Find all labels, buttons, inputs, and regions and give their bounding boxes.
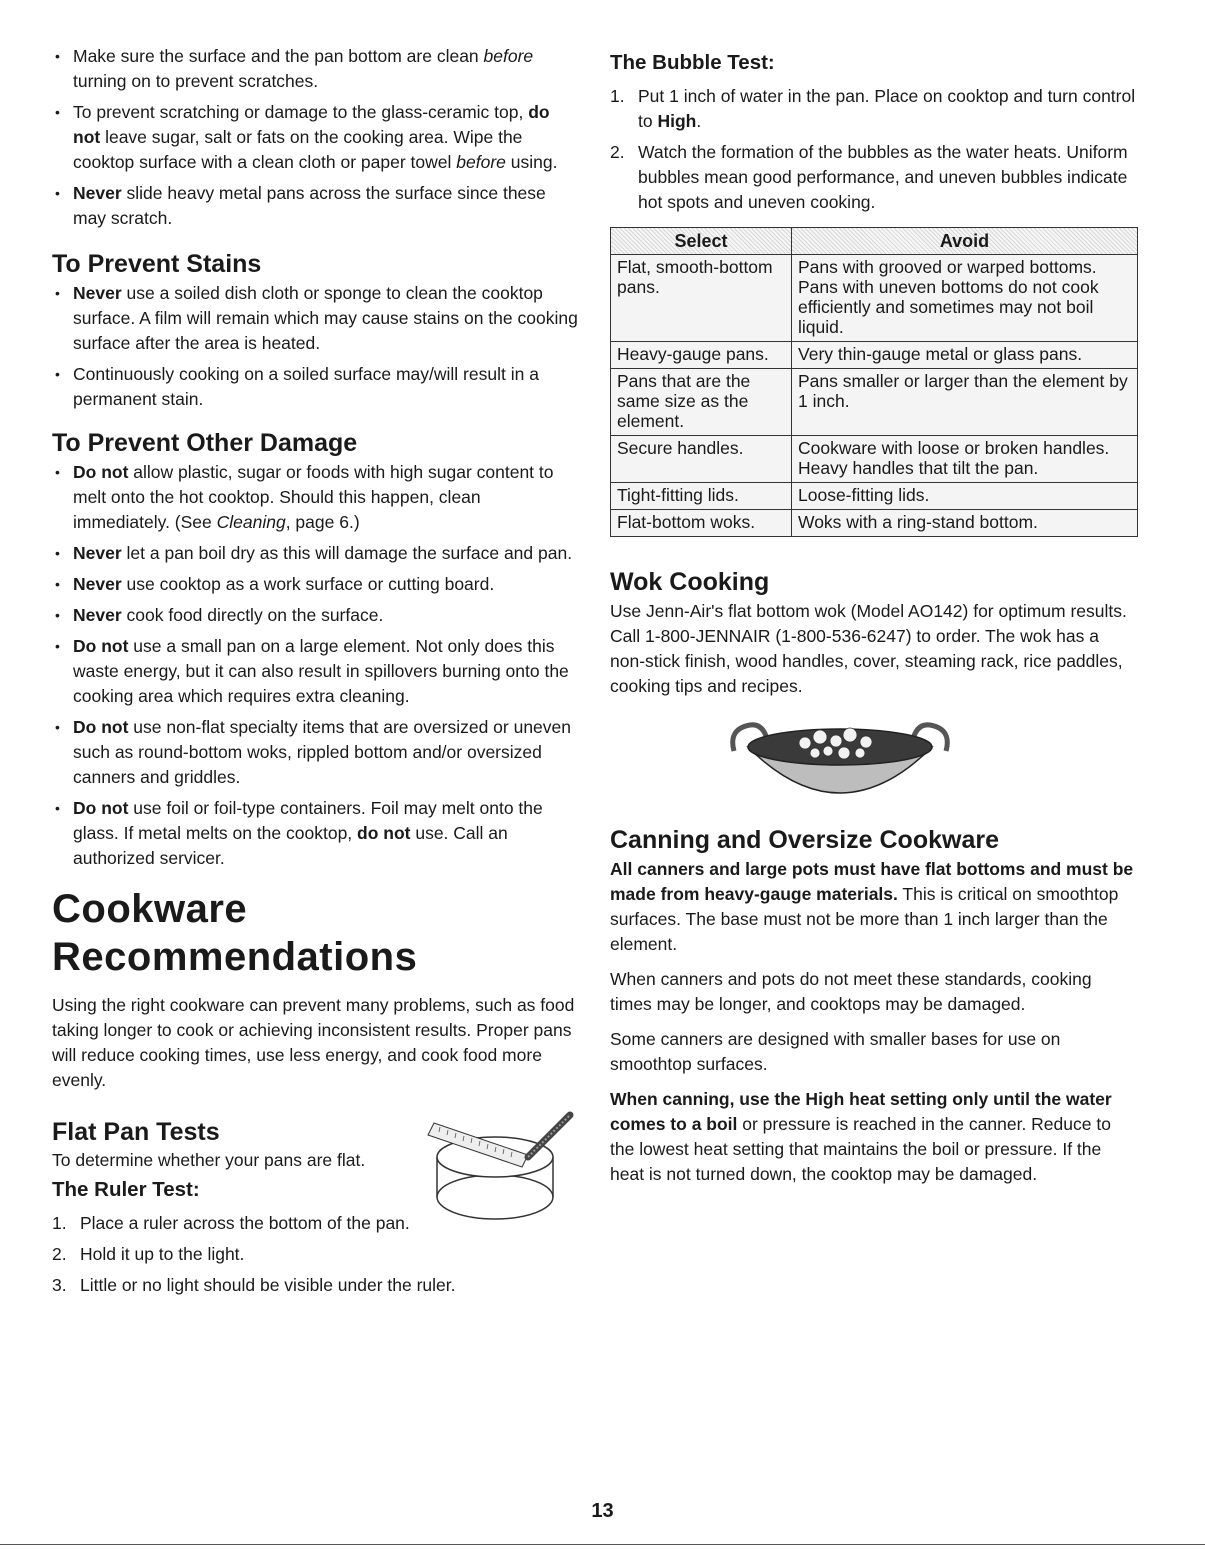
step-number: 3. [52,1275,67,1295]
intro-bullet-list [52,44,580,231]
bullet-item [52,634,580,709]
text-run: let a pan boil dry as this will damage the surface and pan. [121,543,573,563]
text-run: Make sure the surface and the pan bottom are clean [73,46,484,66]
bold-text: High [657,111,697,131]
bullet-item [52,362,580,412]
step-number: 2. [610,142,625,162]
text-run: use non-flat specialty items that are oversized or uneven such as round-bottom woks, rippled bottom and/or oversized canners and griddles. [73,717,571,787]
damage-bullet-list [52,460,580,871]
ruler-steps-list [52,1211,580,1298]
bold-text: Never [73,543,122,563]
bold-text: Do not [73,462,129,482]
wok-paragraph: Use Jenn-Air's flat bottom wok (Model AO142) for optimum results. Call 1-800-JENNAIR (1-800-536-6247) to order. The wok has a non-stick finish, wood handles, cover, steaming rack, rice paddles, cooking tips and recipes. [610,601,1127,696]
text-run: Put 1 inch of water in the pan. Place on cooktop and turn control to [638,86,1136,131]
select-cell: Secure handles. [611,436,792,483]
bullet-item [52,572,580,597]
canning-paragraph [610,967,1138,1017]
bullet-item [52,796,580,871]
bold-text: Never [73,283,122,303]
numbered-step [610,140,1138,215]
cookware-heading: Cookware Recommendations [52,887,418,979]
step-number: 1. [610,86,625,106]
table-row [611,342,1138,369]
table-row [611,255,1138,342]
cookware-paragraph: Using the right cookware can prevent many problems, such as food taking longer to cook or achieving inconsistent results. Proper pans will reduce cooking times, use less energy, and cook food more evenly. [52,995,575,1090]
left-column [52,44,580,1304]
bullet-item [52,281,580,356]
bullet-item [52,715,580,790]
text-run: use foil or foil-type containers. Foil may melt onto the glass. If metal melts on the cooktop, [73,798,543,843]
stains-bullet-list [52,281,580,412]
numbered-step [52,1211,580,1236]
select-cell: Pans that are the same size as the element. [611,369,792,436]
canning-paragraph [610,1087,1138,1187]
page-number: 13 [591,1500,614,1522]
bold-text: Never [73,605,122,625]
bold-text: When canning, use the High heat setting only until the water comes to a boil [610,1089,1112,1134]
italic-text: before [456,152,506,172]
bold-text: do not [73,102,550,147]
text-run: allow plastic, sugar or foods with high sugar content to melt onto the hot cooktop. Should this happen, clean immediately. (See [73,462,554,532]
cookware-table [610,227,1138,537]
numbered-step [610,84,1138,134]
canning-paragraph [610,1027,1138,1077]
step-number: 2. [52,1244,67,1264]
bubble-steps-list [610,84,1138,215]
table-row [611,483,1138,510]
flat-pan-section [52,1117,580,1203]
table-row [611,510,1138,537]
bullet-item [52,541,580,566]
bullet-item [52,603,580,628]
text-run: use cooktop as a work surface or cutting board. [121,574,495,594]
text-run: This is critical on smoothtop surfaces. The base must not be more than 1 inch larger than the element. [610,884,1119,954]
table-row [611,436,1138,483]
bold-text: Do not [73,798,129,818]
select-column-header: Select [611,228,792,255]
right-column [610,44,1138,1197]
text-run: When canners and pots do not meet these standards, cooking times may be longer, and cooktops may be damaged. [610,969,1092,1014]
numbered-step [52,1242,580,1267]
canning-paragraph [610,857,1138,957]
bold-text: do not [357,823,411,843]
bubble-test-heading: The Bubble Test: [610,51,775,74]
text-run: using. [505,152,558,172]
text-run: use a small pan on a large element. Not only does this waste energy, but it can also result in spillovers burning onto the cooking area which requires extra cleaning. [73,636,569,706]
step-text: Place a ruler across the bottom of the pan. [80,1213,410,1233]
bold-text: Do not [73,717,129,737]
select-cell: Heavy-gauge pans. [611,342,792,369]
table-header-row [611,228,1138,255]
text-run: turning on to prevent scratches. [73,71,319,91]
bold-text: Never [73,574,122,594]
ruler-test-heading: The Ruler Test: [52,1178,200,1201]
text-run: use. Call an authorized servicer. [73,823,508,868]
italic-text: Cleaning [216,512,286,532]
avoid-cell: Woks with a ring-stand bottom. [792,510,1138,537]
text-run: use a soiled dish cloth or sponge to clean the cooktop surface. A film will remain which may cause stains on the cooking surface after the area is heated. [73,283,578,353]
text-run: Watch the formation of the bubbles as the water heats. Uniform bubbles mean good performance, and uneven bubbles indicate hot spots and uneven cooking. [638,142,1128,212]
select-cell: Tight-fitting lids. [611,483,792,510]
table-row [611,369,1138,436]
bullet-item [52,44,580,94]
text-run: To prevent scratching or damage to the glass-ceramic top, [73,102,529,122]
select-cell: Flat, smooth-bottom pans. [611,255,792,342]
text-run: Some canners are designed with smaller bases for use on smoothtop surfaces. [610,1029,1061,1074]
bold-text: Do not [73,636,129,656]
avoid-cell: Pans smaller or larger than the element by 1 inch. [792,369,1138,436]
stains-heading: To Prevent Stains [52,250,262,278]
italic-text: before [483,46,534,66]
bottom-rule [0,1544,1205,1545]
avoid-cell: Loose-fitting lids. [792,483,1138,510]
bullet-item [52,181,580,231]
avoid-cell: Cookware with loose or broken handles. Heavy handles that tilt the pan. [792,436,1138,483]
damage-heading: To Prevent Other Damage [52,429,358,457]
numbered-step [52,1273,580,1298]
step-number: 1. [52,1213,67,1233]
step-text: Hold it up to the light. [80,1244,245,1264]
table-body [611,255,1138,537]
ruler-pan-illustration [410,1105,580,1225]
step-text: Little or no light should be visible under the ruler. [80,1275,456,1295]
avoid-column-header: Avoid [792,228,1138,255]
bold-text: All canners and large pots must have flat bottoms and must be made from heavy-gauge materials. [610,859,1134,904]
canning-heading: Canning and Oversize Cookware [610,826,999,854]
bold-text: Never [73,183,122,203]
text-run: Continuously cooking on a soiled surface may/will result in a permanent stain. [73,364,539,409]
text-run: slide heavy metal pans across the surface since these may scratch. [73,183,546,228]
text-run: , page 6.) [285,512,360,532]
wok-illustration [720,709,960,819]
bullet-item [52,460,580,535]
avoid-cell: Very thin-gauge metal or glass pans. [792,342,1138,369]
flat-pan-heading: Flat Pan Tests [52,1118,220,1146]
flat-pan-paragraph: To determine whether your pans are flat. [52,1150,366,1170]
text-run: cook food directly on the surface. [121,605,384,625]
select-cell: Flat-bottom woks. [611,510,792,537]
text-run: leave sugar, salt or fats on the cooking area. Wipe the cooktop surface with a clean cloth or paper towel [73,127,523,172]
canning-paragraphs [610,857,1138,1187]
text-run: or pressure is reached in the canner. Reduce to the lowest heat setting that maintains the boil or pressure. If the heat is not turned down, the cooktop may be damaged. [610,1114,1111,1184]
bullet-item [52,100,580,175]
avoid-cell: Pans with grooved or warped bottoms. Pans with uneven bottoms do not cook efficiently and sometimes may not boil liquid. [792,255,1138,342]
text-run: . [696,111,702,131]
wok-heading: Wok Cooking [610,568,770,596]
